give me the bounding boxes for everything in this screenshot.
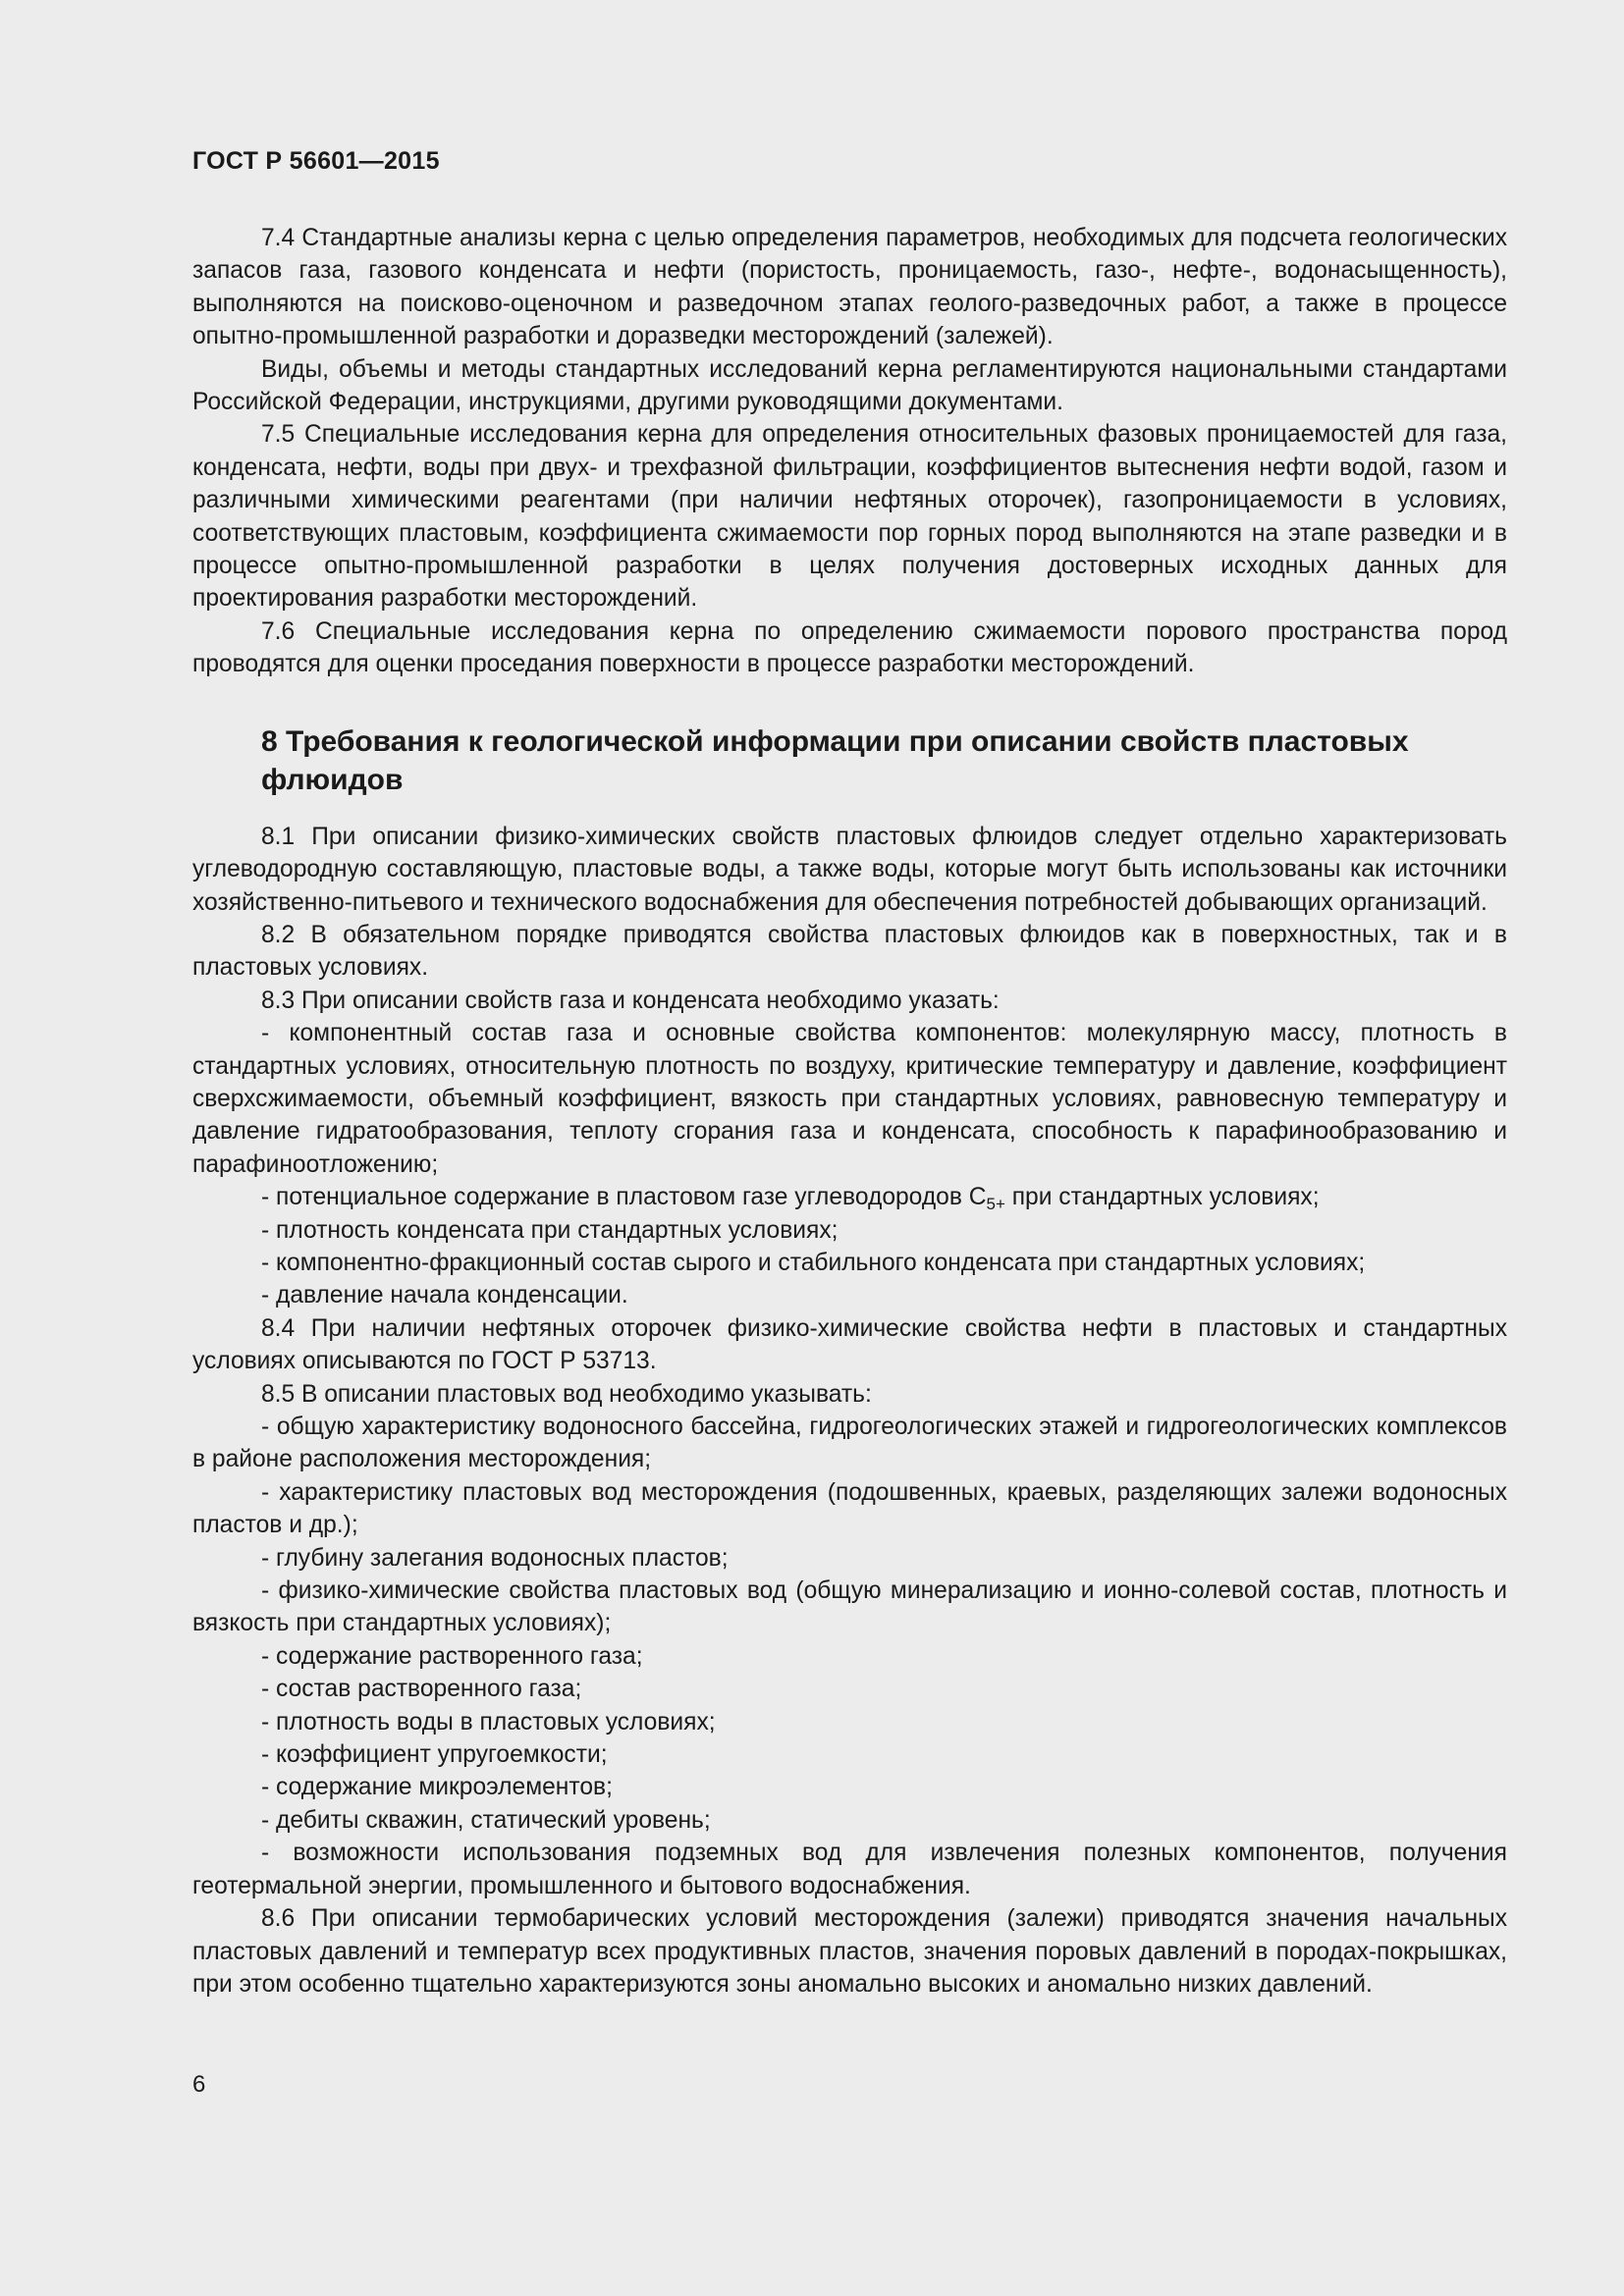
paragraph-8-4: 8.4 При наличии нефтяных оторочек физико-химические свойства нефти в пластовых и стандартных условиях описываются по ГОСТ Р 53713. — [192, 1314, 1507, 1375]
list-item: - коэффициент упругоемкости; — [261, 1741, 608, 1769]
paragraph-8-1: 8.1 При описании физико-химических свойств пластовых флюидов следует отдельно характеризовать углеводородную составляющую, пластовые воды, а также воды, которые могут быть использованы как источники хозяйственно-питьевого и технического водоснабжения для обеспечения потребностей добывающих организаций. — [192, 823, 1507, 916]
c5-subscript: 5+ — [986, 1195, 1005, 1214]
list-item-c5 — [192, 1181, 1507, 1213]
list-item: - физико-химические свойства пластовых вод (общую минерализацию и ионно-солевой состав, плотность и вязкость при стандартных условиях); — [192, 1577, 1507, 1637]
c5-text-before: - потенциальное содержание в пластовом газе углеводородов С — [261, 1184, 987, 1211]
paragraph-7-4: 7.4 Стандартные анализы керна с целью определения параметров, необходимых для подсчета геологических запасов газа, газового конденсата и нефти (пористость, проницаемость, газо-, нефте-, водонасыщенность), выполняются на поисково-оценочном и разведочном этапах геолого-разведочных работ, а также в процессе опытно-промышленной разработки и доразведки месторождений (залежей). — [192, 225, 1507, 350]
paragraph-8-3: 8.3 При описании свойств газа и конденсата необходимо указать: — [261, 987, 1000, 1014]
list-item: - давление начала конденсации. — [261, 1282, 628, 1309]
c5-text-after: при стандартных условиях; — [1004, 1184, 1320, 1211]
list-item: - компонентно-фракционный состав сырого и стабильного конденсата при стандартных условиях; — [261, 1249, 1366, 1276]
list-item: - состав растворенного газа; — [261, 1676, 582, 1703]
paragraph-7-6: 7.6 Специальные исследования керна по определению сжимаемости порового пространства пород проводятся для оценки проседания поверхности в процессе разработки месторождений. — [192, 617, 1507, 678]
paragraph-7-5: 7.5 Специальные исследования керна для определения относительных фазовых проницаемостей для газа, конденсата, нефти, воды при двух- и трехфазной фильтрации, коэффициентов вытеснения нефти водой, газом и различными химическими реагентами (при наличии нефтяных оторочек), газопроницаемости в условиях, соответствующих пластовым, коэффициента сжимаемости пор горных пород выполняются на этапе разведки и в процессе опытно-промышленной разработки в целях получения достоверных исходных данных для проектирования разработки месторождений. — [192, 421, 1507, 613]
paragraph-8-5: 8.5 В описании пластовых вод необходимо указывать: — [261, 1380, 872, 1408]
list-item: - дебиты скважин, статический уровень; — [261, 1806, 711, 1834]
list-item: - возможности использования подземных вод для извлечения полезных компонентов, получения геотермальной энергии, промышленного и бытового водоснабжения. — [192, 1840, 1507, 1899]
paragraph-7-4-types: Виды, объемы и методы стандартных исследований керна регламентируются национальными стандартами Российской Федерации, инструкциями, другими руководящими документами. — [192, 355, 1507, 416]
list-item: - характеристику пластовых вод месторождения (подошвенных, краевых, разделяющих залежи водоносных пластов и др.); — [192, 1478, 1507, 1539]
document-body — [192, 222, 1507, 2001]
list-item: - содержание растворенного газа; — [261, 1642, 643, 1670]
list-item: - общую характеристику водоносного бассейна, гидрогеологических этажей и гидрогеологических комплексов в районе расположения месторождения; — [192, 1414, 1507, 1473]
list-item: - содержание микроэлементов; — [261, 1774, 613, 1801]
paragraph-8-2: 8.2 В обязательном порядке приводятся свойства пластовых флюидов как в поверхностных, так и в пластовых условиях. — [192, 921, 1507, 982]
list-item: - плотность конденсата при стандартных условиях; — [261, 1216, 839, 1244]
list-item: - компонентный состав газа и основные свойства компонентов: молекулярную массу, плотность в стандартных условиях, относительную плотность по воздуху, критические температуру и давление, коэффициент сверхсжимаемости, объемный коэффициент, вязкость при стандартных условиях, равновесную температуру и давление гидратообразования, теплоту сгорания газа и конденсата, способность к парафинообразованию и парафиноотложению; — [192, 1020, 1507, 1178]
document-header: ГОСТ Р 56601—2015 — [192, 147, 440, 175]
list-item: - плотность воды в пластовых условиях; — [261, 1708, 716, 1735]
paragraph-8-6: 8.6 При описании термобарических условий месторождения (залежи) приводятся значения начальных пластовых давлений и температур всех продуктивных пластов, значения поровых давлений в породах-покрышках, при этом особенно тщательно характеризуются зоны аномально высоких и аномально низких давлений. — [192, 1905, 1507, 1998]
section-8-title: 8 Требования к геологической информации при описании свойств пластовых флюидов — [261, 724, 1409, 796]
page-number: 6 — [192, 2071, 206, 2098]
list-item: - глубину залегания водоносных пластов; — [261, 1544, 729, 1572]
